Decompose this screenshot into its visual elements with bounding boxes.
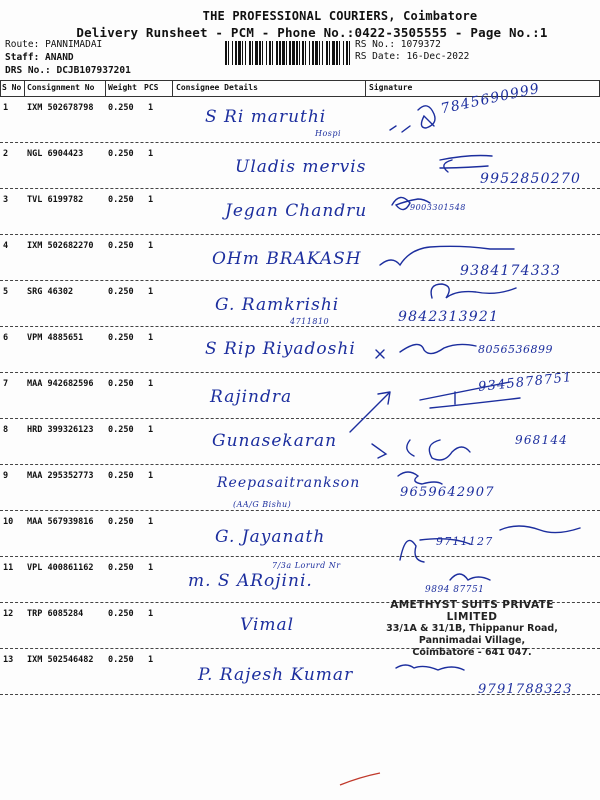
row-consignee-note: (AA/G Bishu) bbox=[233, 500, 292, 509]
signature-scribble bbox=[390, 106, 435, 132]
rs-date: RS Date: 16-Dec-2022 bbox=[355, 51, 470, 62]
row-pcs: 1 bbox=[148, 425, 154, 435]
row-pcs: 1 bbox=[148, 195, 154, 205]
row-sno: 13 bbox=[3, 655, 14, 665]
row-weight: 0.250 bbox=[108, 241, 134, 251]
row-consignee: Jegan Chandru bbox=[225, 201, 368, 221]
rs-number: RS No.: 1079372 bbox=[355, 39, 441, 50]
row-consignment: VPL 400861162 bbox=[27, 563, 94, 573]
row-weight: 0.250 bbox=[108, 195, 134, 205]
row-sno: 1 bbox=[3, 103, 9, 113]
row-phone: 9842313921 bbox=[398, 309, 500, 325]
arrow-mark bbox=[350, 392, 390, 432]
row-phone: 9894 87751 bbox=[425, 585, 485, 595]
row-sno: 12 bbox=[3, 609, 14, 619]
col-weight: Weight bbox=[108, 83, 137, 92]
row-phone: 9952850270 bbox=[480, 171, 582, 187]
row-phone: 8056536899 bbox=[478, 343, 553, 356]
row-weight: 0.250 bbox=[108, 333, 134, 343]
row-phone: 9711127 bbox=[436, 535, 494, 548]
row-consignee: Vimal bbox=[240, 615, 295, 635]
row-consignee: S Rip Riyadoshi bbox=[205, 339, 356, 359]
row-phone: 9659642907 bbox=[400, 485, 495, 500]
row-consignment: MAA 295352773 bbox=[27, 471, 94, 481]
stamp-line-4: Coimbatore - 641 047. bbox=[412, 647, 532, 658]
row-weight: 0.250 bbox=[108, 609, 134, 619]
row-pcs: 1 bbox=[148, 563, 154, 573]
row-consignment: SRG 46302 bbox=[27, 287, 74, 297]
signature-scribble bbox=[400, 526, 580, 562]
row-phone: 9384174333 bbox=[460, 263, 562, 279]
row-weight: 0.250 bbox=[108, 379, 134, 389]
row-weight: 0.250 bbox=[108, 149, 134, 159]
signature-scribble bbox=[380, 246, 514, 265]
signature-scribble bbox=[392, 197, 430, 209]
red-ink-mark bbox=[340, 773, 380, 785]
signature-scribble bbox=[398, 472, 442, 484]
row-sno: 11 bbox=[3, 563, 14, 573]
row-weight: 0.250 bbox=[108, 471, 134, 481]
row-sno: 6 bbox=[3, 333, 9, 343]
row-sno: 8 bbox=[3, 425, 9, 435]
col-consignment: Consignment No bbox=[27, 83, 95, 92]
row-sno: 4 bbox=[3, 241, 9, 251]
row-phone: 9003301548 bbox=[410, 203, 466, 212]
col-pcs: PCS bbox=[144, 83, 159, 92]
row-consignment: IXM 502678798 bbox=[27, 103, 94, 113]
row-phone: 968144 bbox=[515, 433, 569, 447]
route-value: PANNIMADAI bbox=[45, 39, 103, 50]
signature-scribble bbox=[440, 156, 492, 173]
row-weight: 0.250 bbox=[108, 655, 134, 665]
col-sno: S No bbox=[2, 83, 22, 92]
row-consignment: MAA 567939816 bbox=[27, 517, 94, 527]
row-weight: 0.250 bbox=[108, 563, 134, 573]
runsheet-subtitle: Delivery Runsheet - PCM - Phone No.:0422-3505555 - Page No.:1 bbox=[76, 25, 548, 40]
row-consignee-note: 7/3a Lorurd Nr bbox=[272, 561, 341, 570]
row-sno: 5 bbox=[3, 287, 9, 297]
row-consignment: NGL 6904423 bbox=[27, 149, 84, 159]
signature-scribble bbox=[376, 344, 476, 358]
signature-scribble bbox=[431, 284, 516, 298]
row-sno: 10 bbox=[3, 517, 14, 527]
signature-scribble bbox=[372, 440, 470, 460]
row-pcs: 1 bbox=[148, 149, 154, 159]
signature-scribble bbox=[420, 382, 520, 408]
row-sno: 3 bbox=[3, 195, 9, 205]
stamp-line-2: 33/1A & 31/1B, Thippanur Road, bbox=[386, 623, 558, 634]
row-consignee: Gunasekaran bbox=[212, 431, 338, 451]
row-consignee: S Ri maruthi bbox=[205, 107, 327, 127]
row-pcs: 1 bbox=[148, 287, 154, 297]
row-consignee-note: 4711810 bbox=[290, 317, 330, 326]
row-pcs: 1 bbox=[148, 241, 154, 251]
row-pcs: 1 bbox=[148, 103, 154, 113]
row-consignment: VPM 4885651 bbox=[27, 333, 84, 343]
row-weight: 0.250 bbox=[108, 103, 134, 113]
row-weight: 0.250 bbox=[108, 425, 134, 435]
row-pcs: 1 bbox=[148, 655, 154, 665]
row-sno: 9 bbox=[3, 471, 9, 481]
row-pcs: 1 bbox=[148, 517, 154, 527]
row-pcs: 1 bbox=[148, 609, 154, 619]
row-pcs: 1 bbox=[148, 379, 154, 389]
drs-number: DRS No.: DCJB107937201 bbox=[5, 65, 131, 76]
stamp-line-3: Pannimadai Village, bbox=[418, 635, 526, 646]
col-signature: Signature bbox=[369, 83, 413, 92]
row-phone: 9791788323 bbox=[478, 682, 573, 697]
row-consignee: Uladis mervis bbox=[235, 157, 367, 177]
row-phone: 9345878751 bbox=[477, 370, 574, 395]
row-consignment: MAA 942682596 bbox=[27, 379, 94, 389]
row-consignment: TVL 6199782 bbox=[27, 195, 84, 205]
row-consignment: IXM 502682270 bbox=[27, 241, 94, 251]
row-consignee: Rajindra bbox=[210, 387, 293, 407]
row-sno: 7 bbox=[3, 379, 9, 389]
row-consignment: HRD 399326123 bbox=[27, 425, 94, 435]
row-consignee: G. Ramkrishi bbox=[215, 295, 340, 315]
signature-scribble bbox=[396, 665, 464, 670]
row-weight: 0.250 bbox=[108, 517, 134, 527]
row-pcs: 1 bbox=[148, 471, 154, 481]
row-sno: 2 bbox=[3, 149, 9, 159]
row-consignee: P. Rajesh Kumar bbox=[198, 665, 354, 685]
row-pcs: 1 bbox=[148, 333, 154, 343]
staff-info: Staff: ANAND bbox=[5, 52, 74, 63]
col-consignee: Consignee Details bbox=[176, 83, 258, 92]
row-consignee: m. S ARojini. bbox=[188, 571, 313, 591]
row-consignee: Reepasaitrankson bbox=[217, 475, 361, 491]
row-weight: 0.250 bbox=[108, 287, 134, 297]
row-consignee: OHm BRAKASH bbox=[212, 249, 362, 269]
route-label: Route: bbox=[5, 39, 40, 50]
row-consignment: IXM 502546482 bbox=[27, 655, 94, 665]
row-consignee: G. Jayanath bbox=[215, 527, 326, 547]
row-consignee-note: Hospi bbox=[315, 129, 342, 138]
row-phone: 7845690999 bbox=[439, 80, 542, 118]
signature-scribble bbox=[450, 574, 490, 580]
row-consignment: TRP 6085284 bbox=[27, 609, 84, 619]
company-title: THE PROFESSIONAL COURIERS, Coimbatore bbox=[202, 9, 478, 23]
stamp-line-1: AMETHYST SUITS PRIVATE LIMITED bbox=[390, 599, 554, 623]
